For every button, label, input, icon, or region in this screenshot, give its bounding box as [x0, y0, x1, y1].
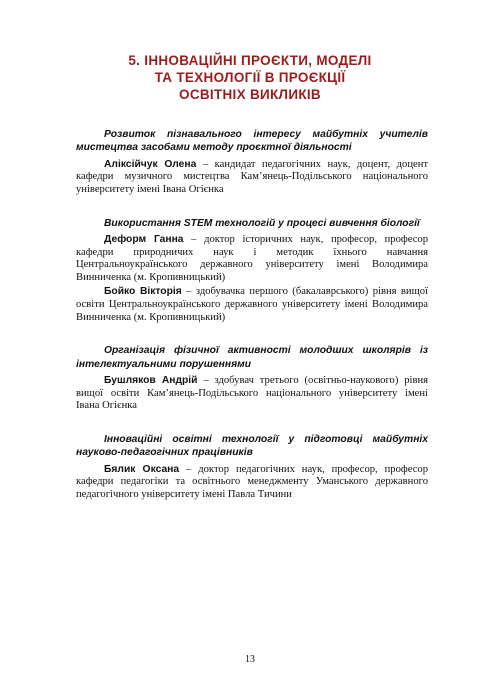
section-topic: Організація фізичної активності молодших школярів із інтелектуальними порушеннями	[76, 345, 428, 370]
author-name: Бялик Оксана	[104, 463, 180, 475]
section-1	[76, 128, 428, 197]
section-4	[76, 433, 428, 502]
author-entry	[76, 234, 428, 284]
heading-line-3: ОСВІТНІХ ВИКЛИКІВ	[179, 87, 321, 102]
page-number: 13	[245, 654, 255, 665]
author-entry	[76, 464, 428, 502]
author-details: – доктор педагогічних наук, професор, професор кафедри педагогіки та освітнього менеджменту Уманського державного педагогічного університету імені Павла Тичини	[76, 463, 428, 500]
chapter-heading	[40, 52, 460, 103]
heading-line-2: ТА ТЕХНОЛОГІЇ В ПРОЄКЦІЇ	[154, 70, 346, 85]
author-details: – доктор історичних наук, професор, професор кафедри природничих наук і методик їхнього навчання Центральноукраїнського державного університету імені Володимира Винниченка (м. Кропивницький)	[76, 234, 428, 283]
author-name: Бушляков Андрій	[104, 374, 198, 386]
author-entry	[76, 375, 428, 413]
author-details: – здобувач третього (освітньо-наукового) рівня вищої освіти Кам’янець-Подільського національного університету імені Івана Огієнка	[76, 374, 428, 412]
section-topic: Розвиток пізнавального інтересу майбутніх учителів мистецтва засобами методу проєктної діяльності	[76, 129, 428, 154]
heading-line-1: 5. ІННОВАЦІЙНІ ПРОЄКТИ, МОДЕЛІ	[128, 53, 372, 68]
section-topic: Інноваційні освітні технології у підготовці майбутніх науково-педагогічних працівників	[76, 433, 428, 459]
abstracts-list	[76, 128, 428, 521]
author-name: Деформ Ганна	[104, 234, 184, 245]
author-name: Бойко Вікторія	[104, 286, 182, 298]
author-entry	[76, 286, 428, 324]
author-name: Аліксійчук Олена	[104, 158, 197, 170]
section-3	[76, 344, 428, 413]
section-topic: Використання STEM технологій у процесі вивчення біології	[104, 217, 420, 229]
author-details: – кандидат педагогічних наук, доцент, доцент кафедри музичного мистецтва Кам’янець-Подільського національного університету імені Івана Огієнка	[76, 158, 428, 195]
section-2	[76, 217, 428, 325]
author-details: – здобувачка першого (бакалаврського) рівня вищої освіти Центральноукраїнського державного університету імені Володимира Винниченка (м. Кропивницький)	[76, 286, 428, 323]
author-entry	[76, 159, 428, 197]
